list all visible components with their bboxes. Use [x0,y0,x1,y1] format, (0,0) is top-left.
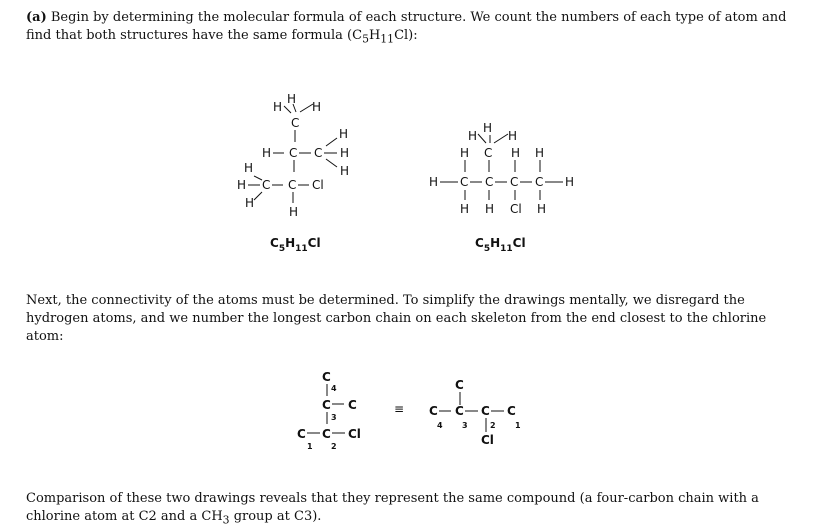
svg-text:H: H [273,100,283,114]
comparison-paragraph: Comparison of these two drawings reveals that they represent the same compound (a four-carbon chain with a chlorine atom at C2 and a $CH_3$ group at C3). [26,491,759,527]
svg-text:C: C [297,427,306,441]
svg-text:4: 4 [331,384,337,393]
svg-text:H: H [429,175,439,189]
svg-text:C: C [484,146,493,160]
svg-text:H: H [535,146,545,160]
svg-text:C: C [322,427,331,441]
svg-text:H: H [485,202,495,216]
svg-text:Cl: Cl [312,178,324,192]
equivalence-symbol: ≡ [394,402,405,416]
svg-text:C: C [322,398,331,412]
svg-text:3: 3 [462,421,468,430]
svg-text:Cl: Cl [510,202,522,216]
svg-text:C: C [455,378,464,392]
svg-text:H: H [287,92,297,106]
svg-text:H: H [244,161,254,175]
svg-text:Cl: Cl [348,427,361,441]
svg-text:4: 4 [437,421,443,430]
svg-text:H: H [340,146,350,160]
svg-text:H: H [565,175,575,189]
svg-text:C: C [289,146,298,160]
svg-text:H: H [468,129,478,143]
intro-paragraph: (a) Begin by determining the molecular formula of each structure. We count the numbers of each type of atom and find that both structures have the same formula $(C_5H_{11}Cl)$: [26,10,787,46]
svg-text:H: H [262,146,272,160]
svg-text:H: H [289,205,299,219]
svg-text:2: 2 [331,442,337,451]
svg-text:H: H [339,127,349,141]
svg-text:C: C [288,178,297,192]
left-structure [237,92,349,219]
svg-text:1: 1 [515,421,521,430]
left-skeleton [297,370,361,451]
right-formula-label: $C_5H_{11}Cl$ [475,236,526,254]
svg-text:C: C [262,178,271,192]
svg-text:C: C [485,175,494,189]
svg-text:Cl: Cl [481,433,494,447]
svg-text:C: C [429,404,438,418]
svg-text:H: H [340,164,350,178]
right-skeleton [429,378,521,447]
svg-text:H: H [237,178,247,192]
svg-text:C: C [535,175,544,189]
svg-text:H: H [460,202,470,216]
svg-text:C: C [481,404,490,418]
svg-text:C: C [322,370,331,384]
svg-text:H: H [511,146,521,160]
svg-text:1: 1 [307,442,313,451]
svg-text:C: C [348,398,357,412]
svg-text:2: 2 [490,421,496,430]
svg-text:H: H [537,202,547,216]
svg-text:C: C [291,116,300,130]
svg-text:C: C [314,146,323,160]
svg-text:C: C [510,175,519,189]
svg-text:C: C [507,404,516,418]
connectivity-paragraph: Next, the connectivity of the atoms must be determined. To simplify the drawings mentally, we disregard the hydrogen atoms, and we number the longest carbon chain on each skeleton from the end closest to the chlorine atom: [26,293,767,344]
svg-text:H: H [508,129,518,143]
svg-text:C: C [460,175,469,189]
svg-text:H: H [312,100,322,114]
part-label: (a) [26,10,47,25]
left-formula-label: $C_5H_{11}Cl$ [270,236,321,254]
svg-text:H: H [245,196,255,210]
svg-text:H: H [483,121,493,135]
svg-text:H: H [460,146,470,160]
svg-text:3: 3 [331,413,337,422]
right-structure [429,121,574,216]
svg-text:C: C [455,404,464,418]
